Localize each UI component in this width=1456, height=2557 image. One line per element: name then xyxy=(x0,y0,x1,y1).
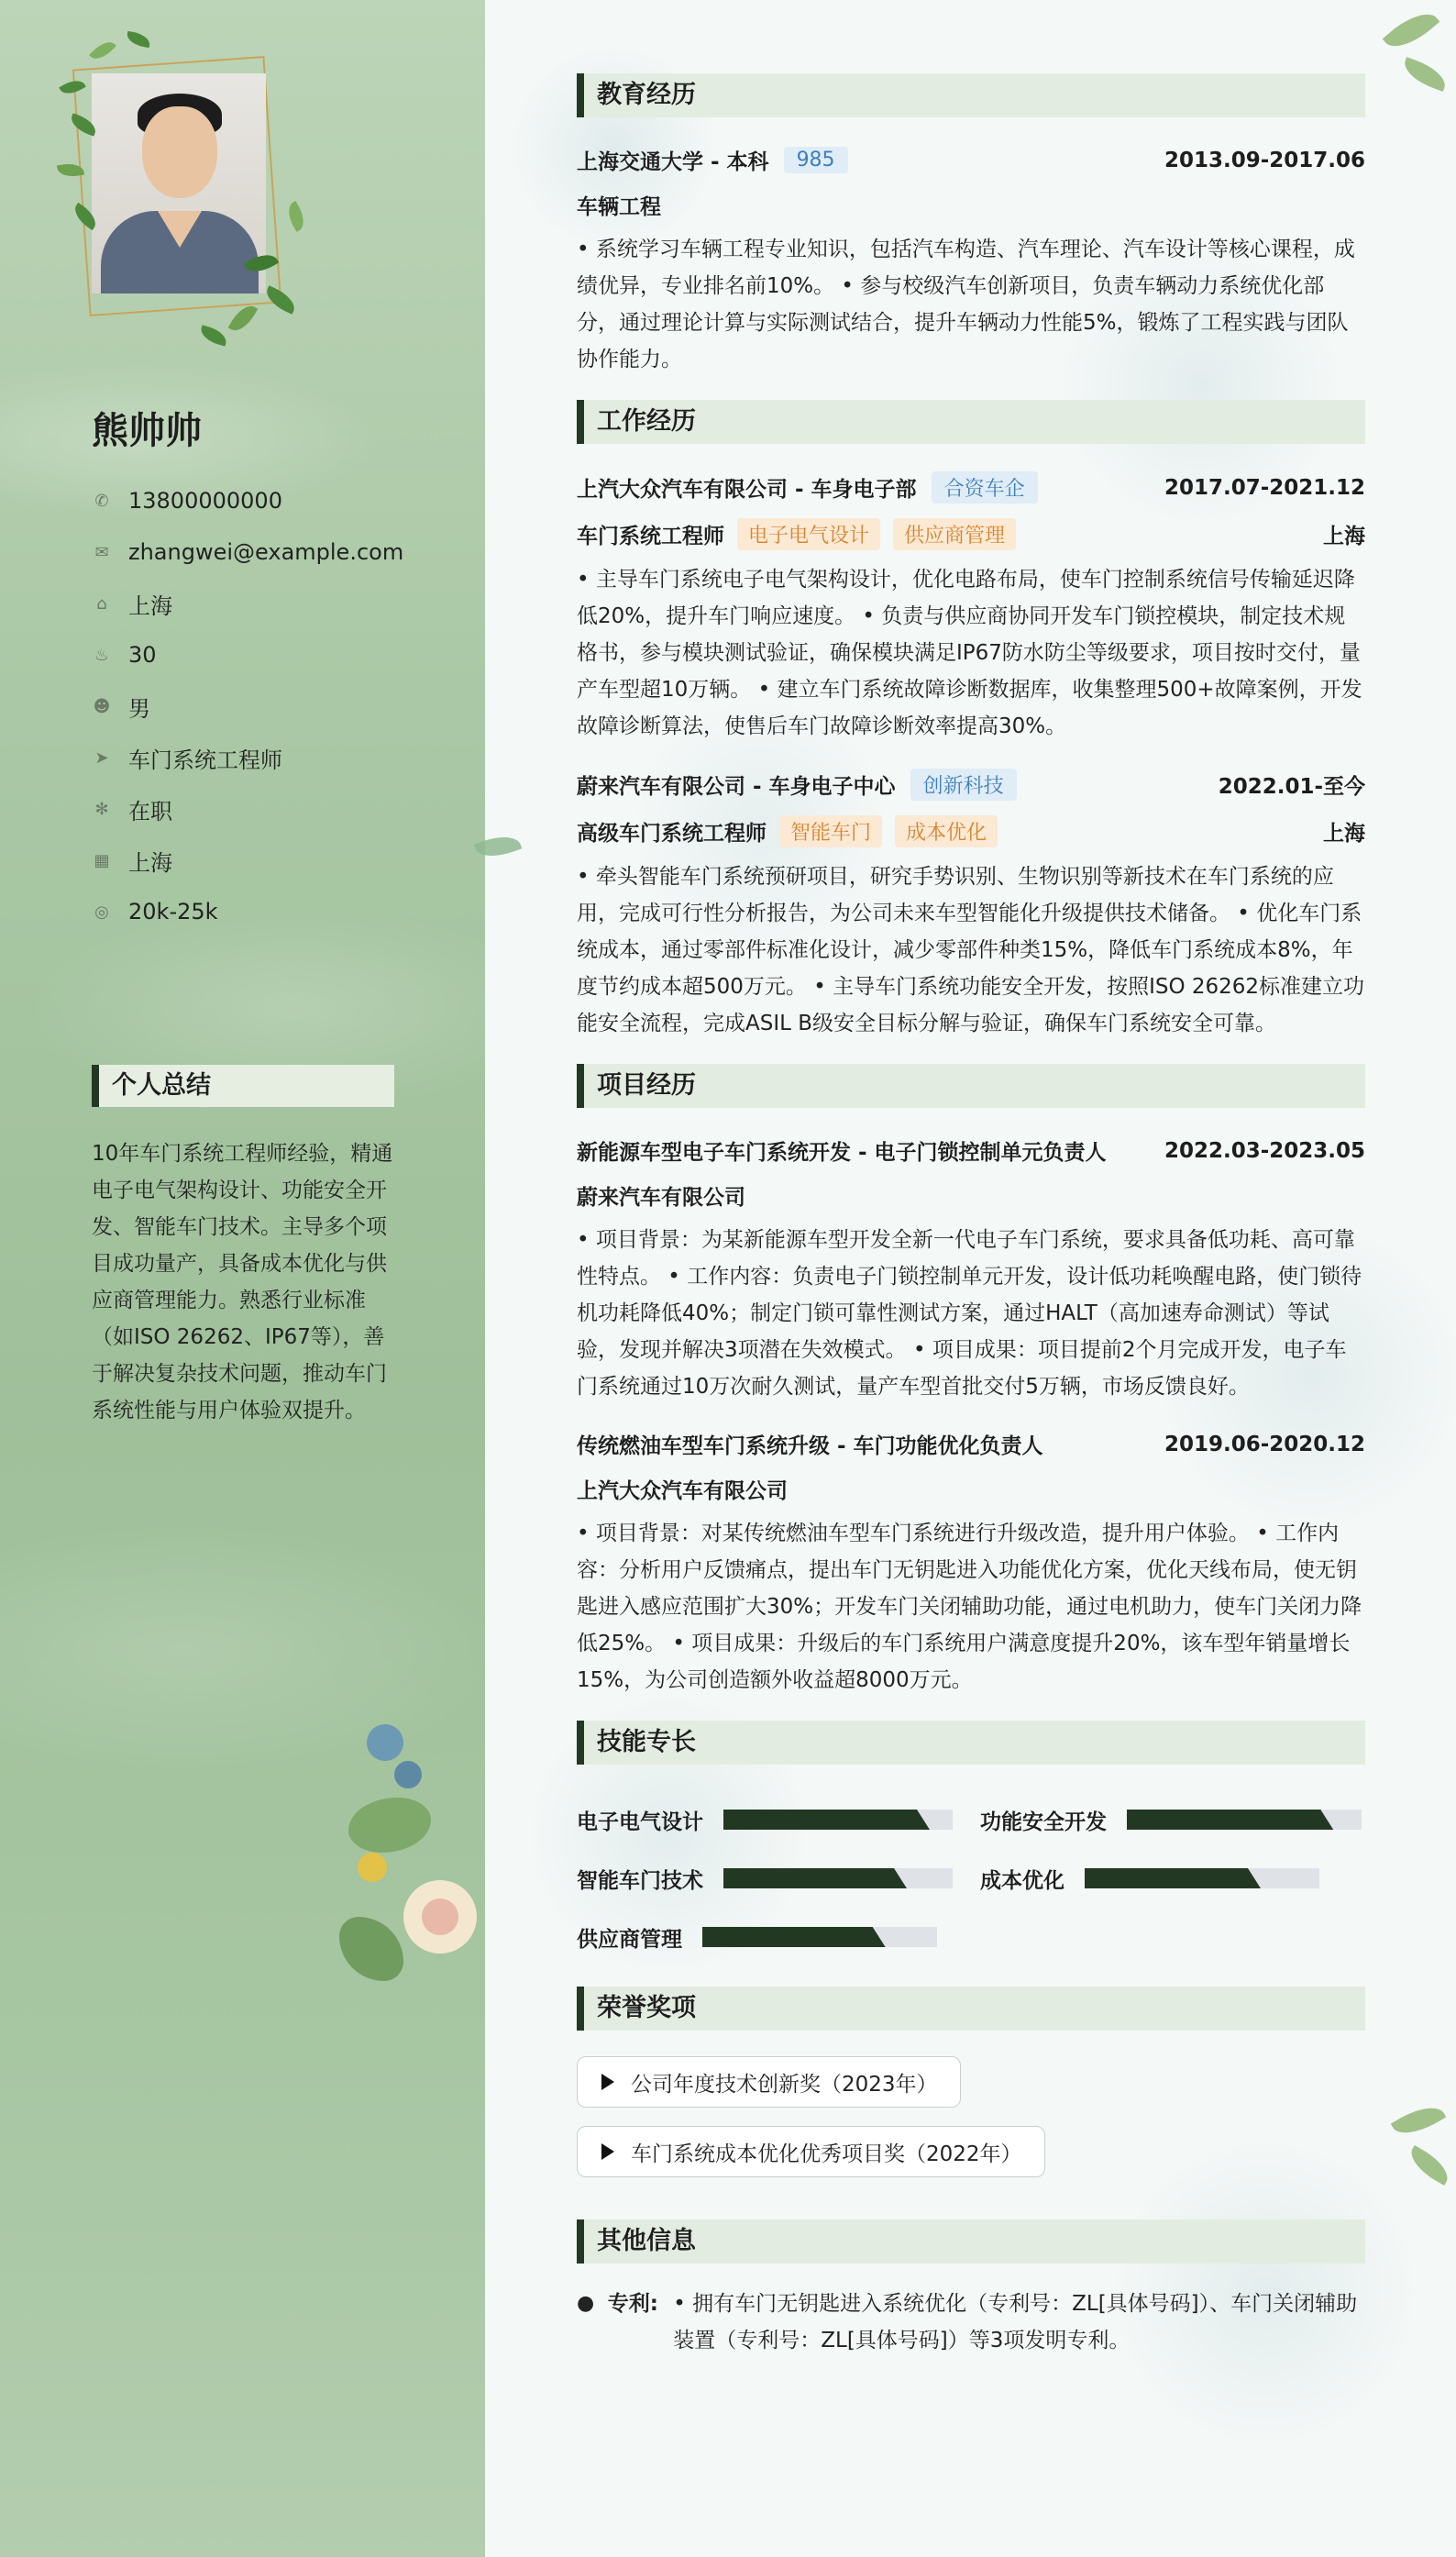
job-title-row xyxy=(577,815,1365,847)
company-badge: 创新科技 xyxy=(910,769,1017,801)
job-header xyxy=(577,769,1365,801)
job-tag: 供应商管理 xyxy=(893,518,1016,550)
job-location: 上海 xyxy=(1323,822,1365,846)
project-name: 新能源车型电子车门系统开发 - 电子门锁控制单元负责人 xyxy=(577,1141,1107,1165)
skill-label: 智能车门技术 xyxy=(577,1868,703,1893)
job-title-row xyxy=(577,518,1365,550)
info-salary xyxy=(92,886,403,937)
mail-icon: ✉ xyxy=(94,542,109,562)
send-icon: ➤ xyxy=(94,747,109,768)
info-text: 30 xyxy=(128,642,157,668)
skill-bar xyxy=(723,1868,953,1888)
job-desc: • 主导车门系统电子电气架构设计，优化电路布局，使车门控制系统信号传输延迟降低20%，提升车门响应速度。 • 负责与供应商协同开发车门锁控模块，制定技术规格书，参与模块测试验证，确保模块满足IP67防水防尘等级要求，项目按时交付，量产车型超10万辆。 • 建立车门系统故障诊断数据库，收集整理500+故障案例，开发故障诊断算法，使售后车门故障诊断效率提高30%。 xyxy=(577,568,1362,738)
company-name: 蔚来汽车有限公司 - 车身电子中心 xyxy=(577,775,896,799)
work-heading: 工作经历 xyxy=(577,400,1365,444)
major: 车辆工程 xyxy=(577,195,661,219)
school-name: 上海交通大学 - 本科 xyxy=(577,150,769,174)
info-status xyxy=(92,783,403,835)
flower-decoration xyxy=(330,1697,486,1999)
skills-heading: 技能专长 xyxy=(577,1721,1365,1765)
awards-heading: 荣誉奖项 xyxy=(577,1987,1365,2031)
other-value: • 拥有车门无钥匙进入系统优化（专利号：ZL[具体号码]）、车门关闭辅助装置（专利号：ZL[具体号码]）等3项发明专利。 xyxy=(673,2292,1358,2352)
job-date: 2022.01-至今 xyxy=(1218,775,1365,799)
projects-heading: 项目经历 xyxy=(577,1064,1365,1108)
project-company: 上汽大众汽车有限公司 xyxy=(577,1479,788,1503)
award-text: 车门系统成本优化优秀项目奖（2022年） xyxy=(631,2142,1022,2166)
profile-photo xyxy=(92,73,266,293)
skill-bar-fill xyxy=(702,1927,886,1947)
info-text: 在职 xyxy=(128,798,172,825)
skill-item xyxy=(980,1805,1362,1835)
skill-bar xyxy=(1127,1810,1362,1830)
skill-label: 电子电气设计 xyxy=(577,1810,703,1834)
avatar xyxy=(53,26,308,365)
contact-info-list xyxy=(92,475,403,937)
project-desc: • 项目背景：为某新能源车型开发全新一代电子车门系统，要求具备低功耗、高可靠性特点。 • 工作内容：负责电子门锁控制单元开发，设计低功耗唤醒电路，使门锁待机功耗降低40%；制定门锁可靠性测试方案，通过HALT（高加速寿命测试）等试验，发现并解决3项潜在失效模式。 • 项目成果：项目提前2个月完成开发，电子车门系统通过10万次耐久测试，量产车型首批交付5万辆，市场反馈良好。 xyxy=(577,1228,1362,1399)
sidebar xyxy=(0,0,485,2557)
info-text: 车门系统工程师 xyxy=(128,747,282,773)
bullet-icon: ● xyxy=(577,2292,595,2315)
education-row xyxy=(577,145,1365,175)
salary-icon: ◎ xyxy=(94,902,109,922)
job-tag: 电子电气设计 xyxy=(737,518,880,550)
home-icon: ⌂ xyxy=(96,593,107,614)
skill-item xyxy=(980,1864,1319,1894)
project-header xyxy=(577,1135,1365,1166)
project-date: 2022.03-2023.05 xyxy=(1164,1138,1365,1163)
other-key: 专利: xyxy=(607,2292,658,2316)
info-age xyxy=(92,629,403,681)
summary-heading: 个人总结 xyxy=(92,1065,394,1107)
info-position xyxy=(92,732,403,783)
skill-item xyxy=(577,1805,980,1835)
school-badge: 985 xyxy=(784,147,848,173)
status-icon: ✻ xyxy=(94,799,109,819)
info-gender xyxy=(92,681,403,732)
project-company: 蔚来汽车有限公司 xyxy=(577,1186,745,1210)
resume-content xyxy=(577,73,1365,2359)
project-header xyxy=(577,1429,1365,1459)
skill-bar-fill xyxy=(723,1810,930,1830)
skill-bar-fill xyxy=(1127,1810,1333,1830)
skill-item xyxy=(577,1864,980,1894)
summary-text: 10年车门系统工程师经验，精通电子电气架构设计、功能安全开发、智能车门技术。主导多个项目成功量产，具备成本优化与供应商管理能力。熟悉行业标准（如ISO 26262、IP67等），善于解决复杂技术问题，推动车门系统性能与用户体验双提升。 xyxy=(92,1142,393,1422)
cake-icon: ♨ xyxy=(94,645,110,665)
project-date: 2019.06-2020.12 xyxy=(1164,1432,1365,1456)
info-email xyxy=(92,526,403,578)
education-date: 2013.09-2017.06 xyxy=(1164,148,1365,172)
info-text: 男 xyxy=(128,695,150,722)
company-badge: 合资车企 xyxy=(932,471,1038,504)
awards-list xyxy=(577,2056,1365,2196)
award-text: 公司年度技术创新奖（2023年） xyxy=(631,2072,938,2097)
skill-label: 功能安全开发 xyxy=(980,1810,1107,1834)
skill-bar xyxy=(702,1927,937,1947)
skill-item xyxy=(577,1922,937,1953)
job-location: 上海 xyxy=(1323,525,1365,548)
skill-label: 成本优化 xyxy=(980,1868,1064,1893)
gender-icon: ☻ xyxy=(93,696,111,716)
project-desc: • 项目背景：对某传统燃油车型车门系统进行升级改造，提升用户体验。 • 工作内容：分析用户反馈痛点，提出车门无钥匙进入功能优化方案，优化天线布局，使无钥匙进入感应范围扩大30%；开发车门关闭辅助功能，通过电机助力，使车门关闭力降低25%。 • 项目成果：升级后的车门系统用户满意度提升20%，该车型年销量增长15%，为公司创造额外收益超8000万元。 xyxy=(577,1522,1362,1692)
candidate-name: 熊帅帅 xyxy=(92,410,202,452)
info-work-city xyxy=(92,835,403,886)
other-list xyxy=(577,2286,1365,2359)
education-heading: 教育经历 xyxy=(577,73,1365,117)
info-text: zhangwei@example.com xyxy=(128,539,404,565)
job-title: 车门系统工程师 xyxy=(577,525,724,548)
play-icon xyxy=(601,2074,614,2090)
award-item[interactable] xyxy=(577,2126,1045,2177)
company-name: 上汽大众汽车有限公司 - 车身电子部 xyxy=(577,478,917,502)
skills-grid xyxy=(577,1790,1365,1966)
skill-bar-fill xyxy=(723,1868,907,1888)
job-date: 2017.07-2021.12 xyxy=(1164,475,1365,500)
education-desc: • 系统学习车辆工程专业知识，包括汽车构造、汽车理论、汽车设计等核心课程，成绩优异，专业排名前10%。 • 参与校级汽车创新项目，负责车辆动力系统优化部分，通过理论计算与实际测试结合，提升车辆动力性能5%，锻炼了工程实践与团队协作能力。 xyxy=(577,238,1355,371)
play-icon xyxy=(601,2143,614,2160)
job-title: 高级车门系统工程师 xyxy=(577,822,767,846)
job-header xyxy=(577,471,1365,504)
phone-icon: ✆ xyxy=(94,491,109,511)
info-city xyxy=(92,578,403,629)
building-icon: ▦ xyxy=(94,850,110,870)
other-heading: 其他信息 xyxy=(577,2219,1365,2264)
job-tag: 智能车门 xyxy=(779,815,882,847)
info-text: 20k-25k xyxy=(128,899,218,924)
skill-bar-fill xyxy=(1085,1868,1261,1888)
project-name: 传统燃油车型车门系统升级 - 车门功能优化负责人 xyxy=(577,1434,1043,1458)
job-desc: • 牵头智能车门系统预研项目，研究手势识别、生物识别等新技术在车门系统的应用，完成可行性分析报告，为公司未来车型智能化升级提供技术储备。 • 优化车门系统成本，通过零部件标准化设计，减少零部件种类15%，降低车门系统成本8%，年度节约成本超500万元。 • 主导车门系统功能安全开发，按照ISO 26262标准建立功能安全流程，完成ASIL B级安全目标分解与验证，确保车门系统安全可靠。 xyxy=(577,865,1365,1035)
skill-bar xyxy=(723,1810,953,1830)
info-phone xyxy=(92,475,403,526)
job-tag: 成本优化 xyxy=(895,815,998,847)
info-text: 上海 xyxy=(128,592,172,619)
other-item xyxy=(577,2286,1365,2359)
info-text: 13800000000 xyxy=(128,488,282,514)
skill-bar xyxy=(1085,1868,1319,1888)
skill-label: 供应商管理 xyxy=(577,1927,682,1952)
info-text: 上海 xyxy=(128,849,172,876)
award-item[interactable] xyxy=(577,2056,961,2108)
